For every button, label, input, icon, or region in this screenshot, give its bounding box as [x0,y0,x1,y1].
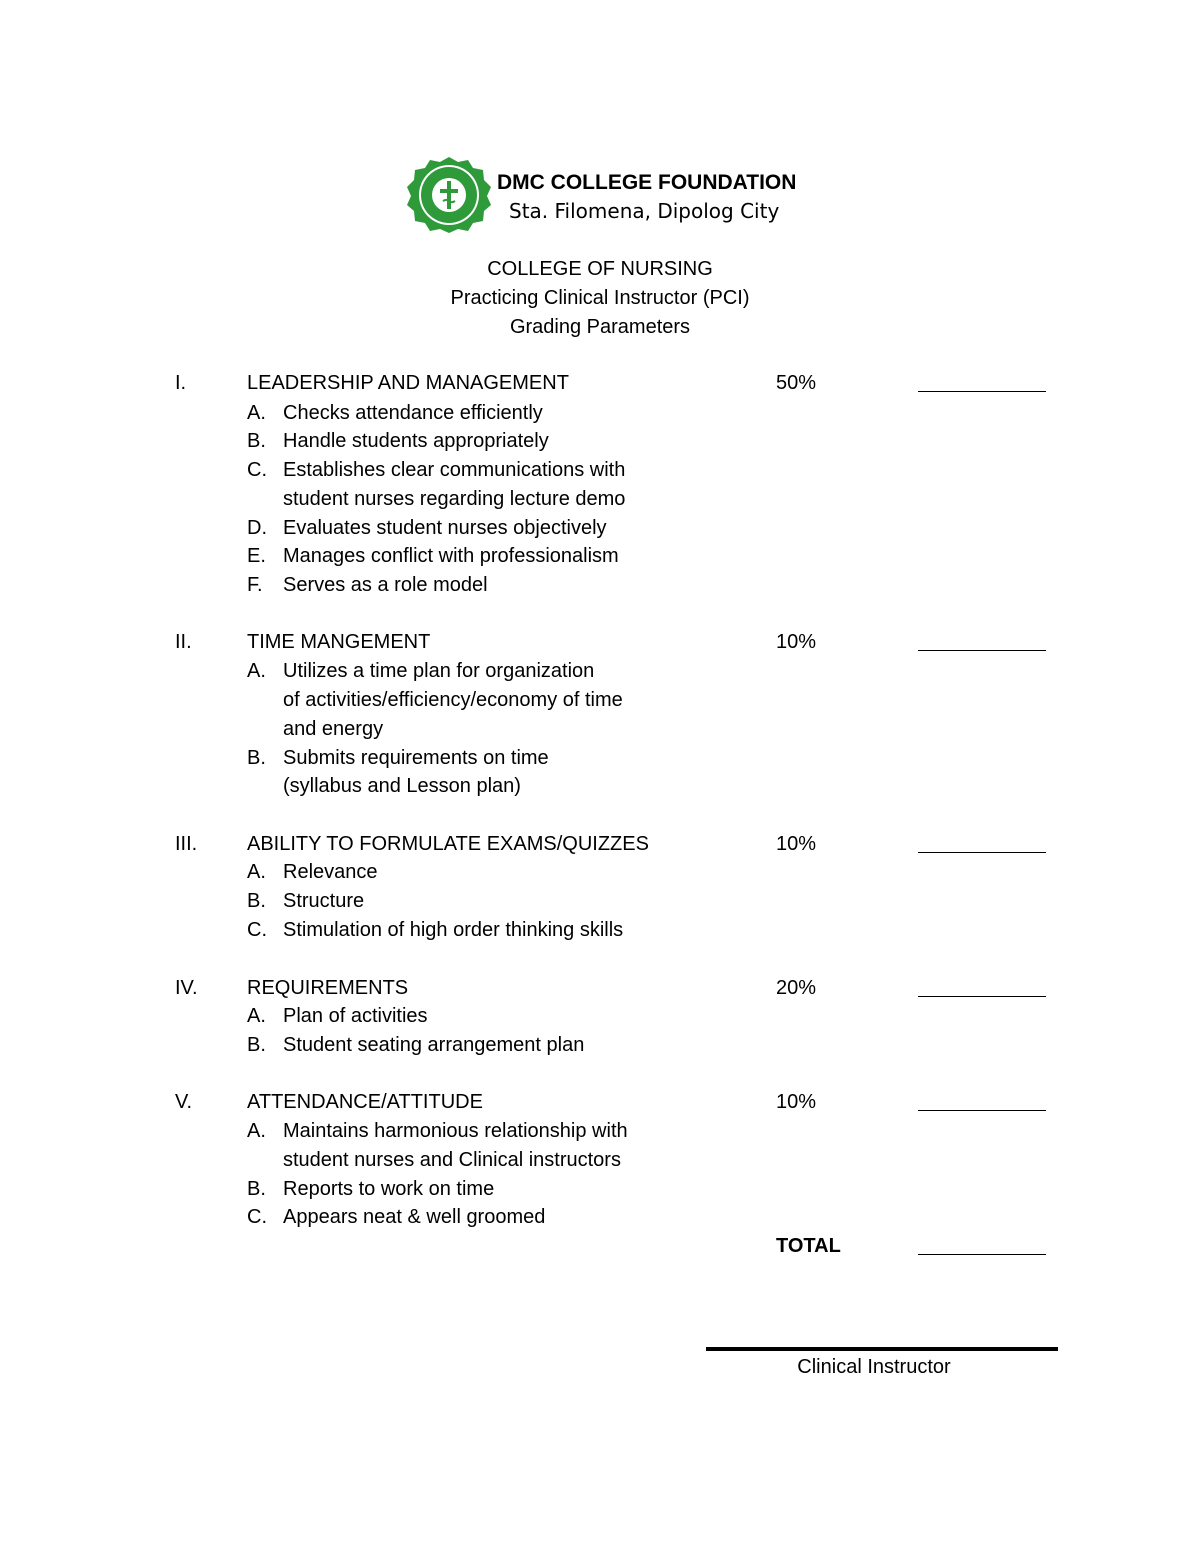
section-title: TIME MANGEMENT [247,631,431,653]
item-text: Utilizes a time plan for organization [283,660,595,682]
item-text-continued: student nurses regarding lecture demo [283,488,626,510]
section-title: REQUIREMENTS [247,977,409,999]
item-text: Establishes clear communications with [283,459,626,481]
total-score-blank [918,1254,1046,1255]
item-text: Stimulation of high order thinking skills [283,919,624,941]
item-text-continued: of activities/efficiency/economy of time [283,689,623,711]
score-blank [918,391,1046,392]
form-title: Grading Parameters [509,316,691,338]
item-text: Checks attendance efficiently [283,402,543,424]
section-title: ATTENDANCE/ATTITUDE [247,1091,483,1113]
item-letter: A. [247,1120,266,1142]
section-weight: 10% [776,631,817,653]
signature-label: Clinical Instructor [797,1356,951,1378]
item-letter: C. [247,1206,267,1228]
item-letter: A. [247,402,266,424]
item-text: Evaluates student nurses objectively [283,517,607,539]
section-title: ABILITY TO FORMULATE EXAMS/QUIZZES [247,833,649,855]
item-text: Appears neat & well groomed [283,1206,546,1228]
form-subtitle: Practicing Clinical Instructor (PCI) [450,287,750,309]
score-blank [918,852,1046,853]
item-letter: A. [247,1005,266,1027]
item-text: Handle students appropriately [283,430,549,452]
item-text-continued: (syllabus and Lesson plan) [283,775,521,797]
section-title: LEADERSHIP AND MANAGEMENT [247,372,569,394]
item-text: Student seating arrangement plan [283,1034,585,1056]
institution-address: Sta. Filomena, Dipolog City [509,199,780,223]
item-text-continued: and energy [283,718,384,740]
section-numeral: IV. [175,977,198,999]
item-letter: B. [247,747,266,769]
section-weight: 10% [776,833,817,855]
section-numeral: III. [175,833,198,855]
total-label: TOTAL [776,1235,841,1257]
item-text: Manages conflict with professionalism [283,545,619,567]
section-weight: 20% [776,977,817,999]
score-blank [918,650,1046,651]
score-blank [918,1110,1046,1111]
seal-icon [407,157,491,233]
section-numeral: V. [175,1091,193,1113]
item-text: Submits requirements on time [283,747,549,769]
item-letter: C. [247,919,267,941]
institution-name: DMC COLLEGE FOUNDATION [497,171,797,194]
item-letter: C. [247,459,267,481]
item-letter: F. [247,574,263,596]
item-text: Reports to work on time [283,1178,495,1200]
college-seal-logo [405,156,493,234]
item-letter: A. [247,861,266,883]
item-text: Maintains harmonious relationship with [283,1120,628,1142]
item-text: Relevance [283,861,378,883]
section-weight: 10% [776,1091,817,1113]
item-letter: B. [247,1178,266,1200]
item-text: Plan of activities [283,1005,428,1027]
college-title: COLLEGE OF NURSING [487,258,713,280]
signature-line [706,1347,1058,1351]
item-letter: A. [247,660,266,682]
item-letter: E. [247,545,266,567]
item-letter: D. [247,517,267,539]
score-blank [918,996,1046,997]
section-numeral: I. [175,372,187,394]
item-text-continued: student nurses and Clinical instructors [283,1149,621,1171]
item-letter: B. [247,1034,266,1056]
section-weight: 50% [776,372,817,394]
item-letter: B. [247,890,266,912]
section-numeral: II. [175,631,192,653]
item-text: Structure [283,890,365,912]
item-text: Serves as a role model [283,574,488,596]
item-letter: B. [247,430,266,452]
